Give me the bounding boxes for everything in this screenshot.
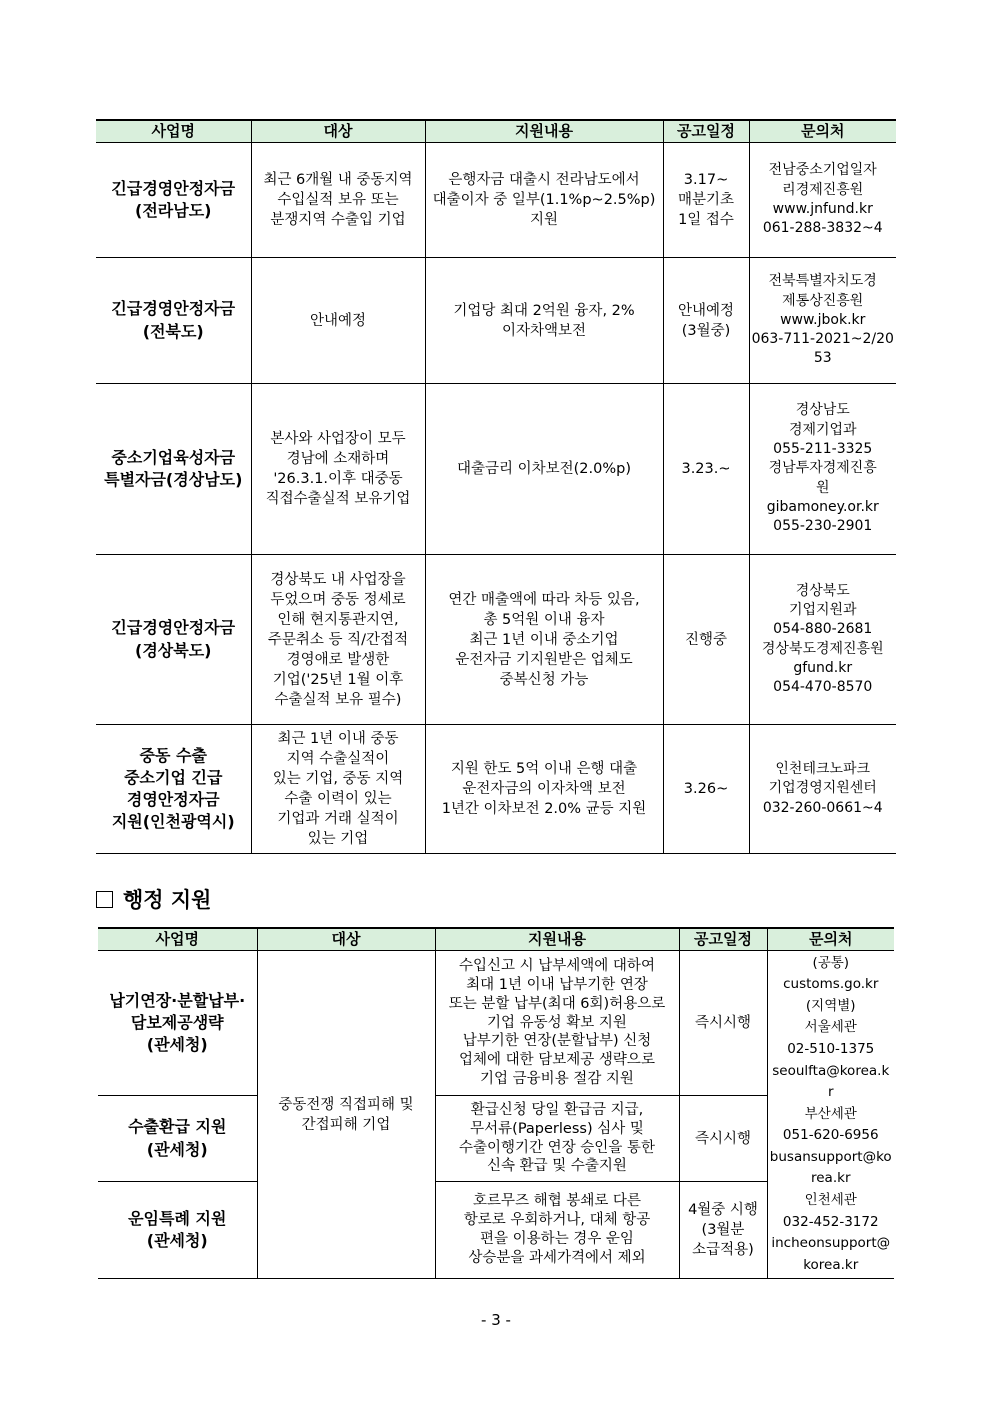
header-schedule: 공고일정 [679, 928, 767, 951]
content-text: 대출금리 이차보전(2.0%p) [425, 384, 663, 555]
funding-support-table [96, 119, 896, 854]
header-target: 대상 [257, 928, 435, 951]
contact-text: 전남중소기업일자 리경제진흥원 www.jnfund.kr 061-288-3832~4 [749, 143, 896, 258]
header-target: 대상 [251, 120, 425, 143]
table-header-row [96, 120, 896, 143]
target-text: 안내예정 [251, 258, 425, 384]
contact-text: 전북특별자치도경 제통상진흥원 www.jbok.kr 063-711-2021~2/20 53 [749, 258, 896, 384]
contact-text: 경상남도 경제기업과 055-211-3325 경남투자경제진흥 원 gibamoney.or.kr 055-230-2901 [749, 384, 896, 555]
program-name: 납기연장·분할납부· 담보제공생략 (관세청) [98, 951, 257, 1096]
schedule-text: 즉시시행 [679, 1096, 767, 1182]
content-text: 호르무즈 해협 봉쇄로 다른 항로로 우회하거나, 대체 항공 편을 이용하는 경우 운임 상승분을 과세가격에서 제외 [435, 1182, 679, 1279]
header-contact: 문의처 [767, 928, 894, 951]
program-name: 운임특례 지원 (관세청) [98, 1182, 257, 1279]
contact-text: 경상북도 기업지원과 054-880-2681 경상북도경제진흥원 gfund.kr 054-470-8570 [749, 555, 896, 725]
header-content: 지원내용 [425, 120, 663, 143]
table-header-row [98, 928, 894, 951]
program-name: 긴급경영안정자금 (전라남도) [96, 143, 251, 258]
target-text: 본사와 사업장이 모두 경남에 소재하며 '26.3.1.이후 대중동 직접수출실적 보유기업 [251, 384, 425, 555]
schedule-text: 진행중 [663, 555, 749, 725]
admin-support-table [98, 927, 894, 1279]
target-text: 경상북도 내 사업장을 두었으며 중동 정세로 인해 현지통관지연, 주문취소 등 직/간접적 경영애로 발생한 기업('25년 1월 이후 수출실적 보유 필수) [251, 555, 425, 725]
table-row [96, 384, 896, 555]
header-content: 지원내용 [435, 928, 679, 951]
content-text: 기업당 최대 2억원 융자, 2% 이자차액보전 [425, 258, 663, 384]
program-name: 긴급경영안정자금 (전북도) [96, 258, 251, 384]
table-row [98, 951, 894, 1096]
content-text: 연간 매출액에 따라 차등 있음, 총 5억원 이내 융자 최근 1년 이내 중소기업 운전자금 기지원받은 업체도 중복신청 가능 [425, 555, 663, 725]
section-heading [96, 884, 211, 914]
schedule-text: 안내예정 (3월중) [663, 258, 749, 384]
contact-text: 인천테크노파크 기업경영지원센터 032-260-0661~4 [749, 725, 896, 854]
table-row [96, 555, 896, 725]
schedule-text: 4월중 시행 (3월분 소급적용) [679, 1182, 767, 1279]
square-bullet-icon [96, 891, 113, 908]
schedule-text: 3.23.~ [663, 384, 749, 555]
section-title: 행정 지원 [123, 888, 212, 912]
header-program: 사업명 [96, 120, 251, 143]
program-name: 수출환급 지원 (관세청) [98, 1096, 257, 1182]
schedule-text: 3.17~ 매분기초 1일 접수 [663, 143, 749, 258]
content-text: 지원 한도 5억 이내 은행 대출 운전자금의 이자차액 보전 1년간 이차보전 2.0% 균등 지원 [425, 725, 663, 854]
table-row [96, 725, 896, 854]
schedule-text: 3.26~ [663, 725, 749, 854]
table-row [96, 143, 896, 258]
program-name: 긴급경영안정자금 (경상북도) [96, 555, 251, 725]
target-text: 최근 1년 이내 중동 지역 수출실적이 있는 기업, 중동 지역 수출 이력이 있는 기업과 거래 실적이 있는 기업 [251, 725, 425, 854]
header-schedule: 공고일정 [663, 120, 749, 143]
content-text: 수입신고 시 납부세액에 대하여 최대 1년 이내 납부기한 연장 또는 분할 납부(최대 6회)허용으로 기업 유동성 확보 지원 납부기한 연장(분할납부) 신청 업체에 대한 담보제공 생략으로 기업 금융비용 절감 지원 [435, 951, 679, 1096]
page-number: - 3 - [481, 1311, 511, 1329]
header-contact: 문의처 [749, 120, 896, 143]
schedule-text: 즉시시행 [679, 951, 767, 1096]
program-name: 중소기업육성자금 특별자금(경상남도) [96, 384, 251, 555]
target-text: 최근 6개월 내 중동지역 수입실적 보유 또는 분쟁지역 수출입 기업 [251, 143, 425, 258]
header-program: 사업명 [98, 928, 257, 951]
table-row [96, 258, 896, 384]
content-text: 은행자금 대출시 전라남도에서 대출이자 중 일부(1.1%p~2.5%p) 지원 [425, 143, 663, 258]
program-name: 중동 수출 중소기업 긴급 경영안정자금 지원(인천광역시) [96, 725, 251, 854]
content-text: 환급신청 당일 환급금 지급, 무서류(Paperless) 심사 및 수출이행기간 연장 승인을 통한 신속 환급 및 수출지원 [435, 1096, 679, 1182]
shared-target-text: 중동전쟁 직접피해 및 간접피해 기업 [257, 951, 435, 1279]
shared-contact-text: (공통) customs.go.kr (지역별) 서울세관 02-510-1375 seoulfta@korea.kr 부산세관 051-620-6956 busansupport@ko rea.kr 인천세관 032-452-3172 incheonsupport@ korea.kr [767, 951, 894, 1279]
